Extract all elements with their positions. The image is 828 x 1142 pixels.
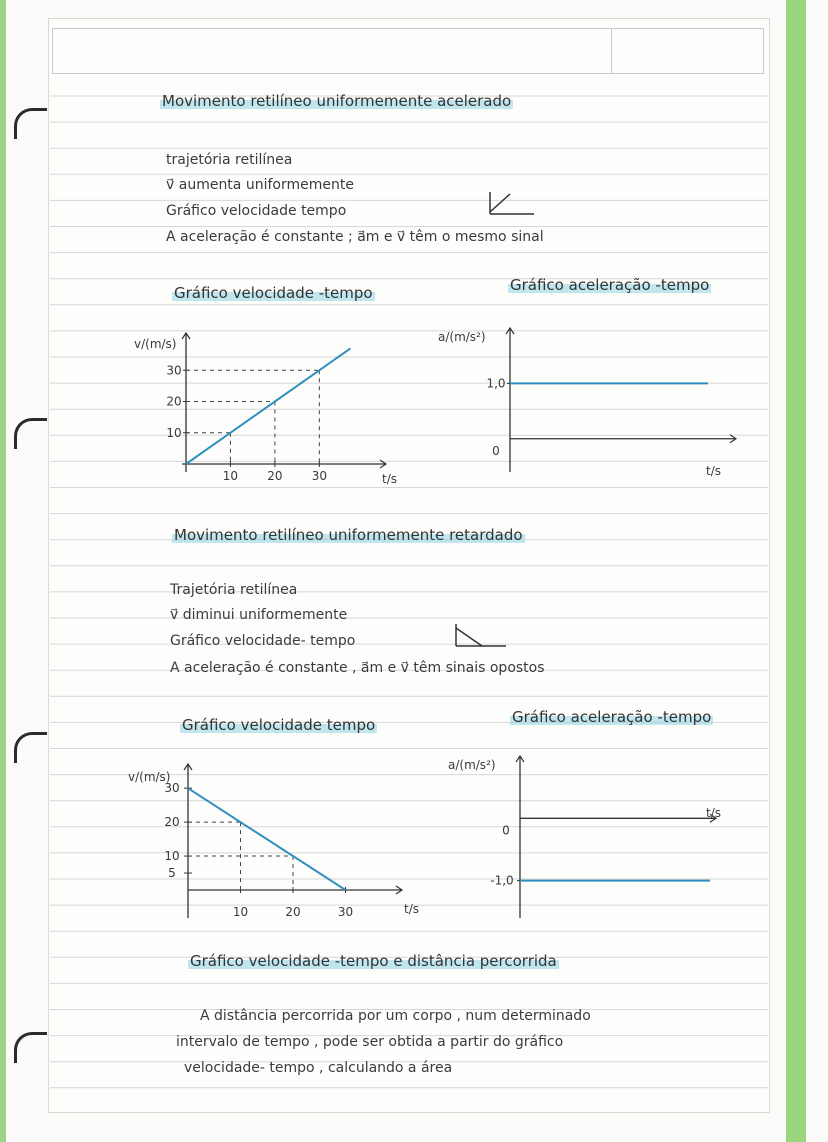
section1-bullet-4: A aceleração é constante ; a⃗m e v⃗ têm o mesmo sinal [166, 229, 544, 245]
graph2-heading: Gráfico aceleração -tempo [510, 276, 710, 294]
section1-title: Movimento retilíneo uniformemente acelerado [162, 92, 512, 110]
graph4-y-axis-label: a/(m/s²) [448, 758, 496, 772]
x-tick-label: 30 [311, 469, 327, 483]
y-tick-label: 1,0 [486, 376, 506, 391]
y-tick-label: 10 [166, 425, 182, 440]
origin-label: 0 [502, 823, 510, 838]
y-tick-label: 30 [166, 363, 182, 378]
graph3-x-axis-label: t/s [404, 902, 419, 916]
x-tick-label: 30 [337, 905, 354, 919]
graph1-velocity-time-chart [150, 330, 400, 490]
graph4-x-axis-label: t/s [706, 806, 721, 820]
graph4-acceleration-time-chart [470, 750, 740, 930]
section3-title: Gráfico velocidade -tempo e distância percorrida [190, 952, 557, 970]
graph2-y-axis-label: a/(m/s²) [438, 330, 486, 344]
x-tick-label: 20 [267, 469, 283, 483]
y-tick-label: 5 [168, 866, 176, 881]
x-tick-label: 10 [232, 905, 249, 919]
section1-bullet-2: v⃗ aumenta uniformemente [166, 177, 354, 193]
increasing-graph-icon [478, 190, 538, 220]
section3-line-3: velocidade- tempo , calculando a área [184, 1060, 453, 1076]
y-tick-label: 20 [166, 394, 182, 409]
binder-hole [14, 108, 47, 139]
binder-hole [14, 732, 47, 763]
y-tick-label: 30 [164, 781, 180, 796]
section1-bullet-3: Gráfico velocidade tempo [166, 203, 347, 219]
decreasing-graph-icon [448, 622, 510, 652]
graph3-heading: Gráfico velocidade tempo [182, 716, 376, 734]
graph1-y-axis-label: v/(m/s) [134, 337, 177, 351]
section2-bullet-4: A aceleração é constante , a⃗m e v⃗ têm sinais opostos [170, 660, 545, 676]
velocity-line [188, 788, 346, 890]
section2-bullet-2: v⃗ diminui uniformemente [170, 607, 348, 623]
x-tick-label: 10 [222, 469, 239, 483]
section3-line-2: intervalo de tempo , pode ser obtida a partir do gráfico [176, 1034, 564, 1050]
section2-bullet-1: Trajetória retilínea [170, 582, 298, 598]
y-tick-label: -1,0 [490, 873, 514, 888]
graph4-heading: Gráfico aceleração -tempo [512, 708, 712, 726]
x-tick-label: 20 [285, 905, 301, 919]
binder-hole [14, 418, 47, 449]
section2-bullet-3: Gráfico velocidade- tempo [170, 633, 356, 649]
y-tick-label: 10 [164, 849, 180, 864]
graph2-x-axis-label: t/s [706, 464, 721, 478]
velocity-line [186, 348, 350, 464]
graph1-x-axis-label: t/s [382, 472, 397, 486]
origin-label: 0 [492, 443, 500, 458]
y-tick-label: 20 [164, 815, 180, 830]
section1-bullet-1: trajetória retilínea [166, 152, 293, 168]
graph3-y-axis-label: v/(m/s) [128, 770, 171, 784]
graph3-velocity-time-chart [150, 760, 420, 930]
section2-title: Movimento retilíneo uniformemente retardado [174, 526, 523, 544]
header-box [52, 28, 764, 74]
section3-line-1: A distância percorrida por um corpo , num determinado [200, 1008, 591, 1024]
binder-hole [14, 1032, 47, 1063]
graph1-heading: Gráfico velocidade -tempo [174, 284, 373, 302]
graph2-acceleration-time-chart [460, 320, 740, 490]
